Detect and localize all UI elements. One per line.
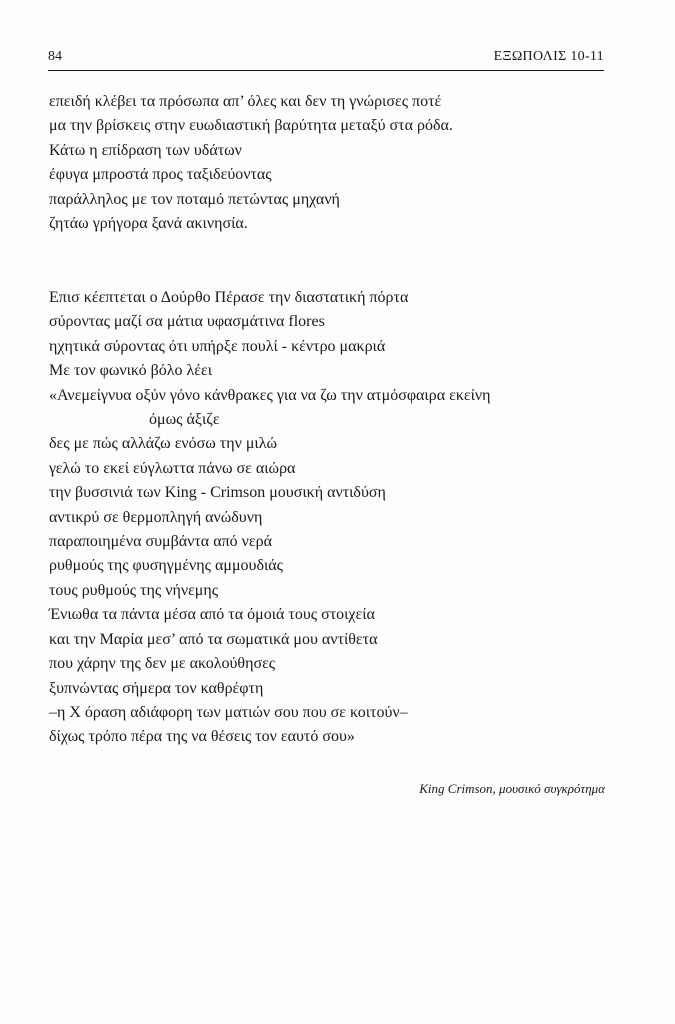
header-rule xyxy=(48,70,604,71)
poem-line: τους ρυθμούς της νήνεμης xyxy=(49,581,219,599)
poem-line: παραποιημένα συμβάντα από νερά xyxy=(49,533,272,551)
poem-line: την βυσσινιά των King - Crimson μουσική αντιδύση xyxy=(49,484,386,502)
poem-line: που χάρην της δεν με ακολούθησες xyxy=(49,655,276,673)
poem-line: επειδή κλέβει τα πρόσωπα απ’ όλες και δεν τη γνώρισες ποτέ xyxy=(49,93,442,110)
poem-line: ηχητικά σύροντας ότι υπήρξε πουλί - κέντρο μακριά xyxy=(49,337,386,355)
poem-line: γελώ το εκεί εύγλωττα πάνω σε αιώρα xyxy=(49,459,296,477)
poem-line-continuation: όμως άξιζε xyxy=(149,411,220,429)
stanza-2 xyxy=(49,286,609,750)
poem-line: παράλληλος με τον ποταμό πετώντας μηχανή xyxy=(49,190,340,208)
poem-line: Με τον φωνικό βόλο λέει xyxy=(49,362,213,380)
poem-line: –η Χ όραση αδιάφορη των ματιών σου που σε κοιτούν– xyxy=(49,703,408,721)
stanza-1 xyxy=(49,90,609,236)
page-header xyxy=(48,46,604,68)
poem-line: Ένιωθα τα πάντα μέσα από τα όμοιά τους στοιχεία xyxy=(49,606,375,624)
page-number: 84 xyxy=(48,49,62,64)
poem-line: Επισ κέεπτεται ο Δούρθο Πέρασε την διαστατική πόρτα xyxy=(49,289,409,306)
poem-line: ξυπνώντας σήμερα τον καθρέφτη xyxy=(49,679,264,697)
poem-line: μα την βρίσκεις στην ευωδιαστική βαρύτητα μεταξύ στα ρόδα. xyxy=(49,117,453,135)
poem-line: και την Μαρία μεσ’ από τα σωματικά μου αντίθετα xyxy=(49,630,378,648)
poem-line: δίχως τρόπο πέρα της να θέσεις τον εαυτό σου» xyxy=(49,728,355,746)
poem-line: «Ανεμείγνυα οξύν γόνο κάνθρακες για να ζω την ατμόσφαιρα εκείνη xyxy=(49,386,491,404)
poem-line: ρυθμούς της φυσηγμένης αμμουδιάς xyxy=(49,557,284,575)
poem-line: ζητάω γρήγορα ξανά ακινησία. xyxy=(49,215,248,233)
poem-line: Κάτω η επίδραση των υδάτων xyxy=(49,141,242,159)
poem-line: δες με πώς αλλάζω ενόσω την μιλώ xyxy=(49,435,278,453)
footnote-attribution: King Crimson, μουσικό συγκρότημα xyxy=(419,781,605,796)
poem-line: αντικρύ σε θερμοπληγή ανώδυνη xyxy=(49,508,263,526)
running-title: ΕΞΩΠΟΛΙΣ 10-11 xyxy=(493,49,604,64)
poem-line: έφυγα μπροστά προς ταξιδεύοντας xyxy=(49,166,272,184)
poem-line: σύροντας μαζί σα μάτια υφασμάτινα flores xyxy=(49,313,325,331)
